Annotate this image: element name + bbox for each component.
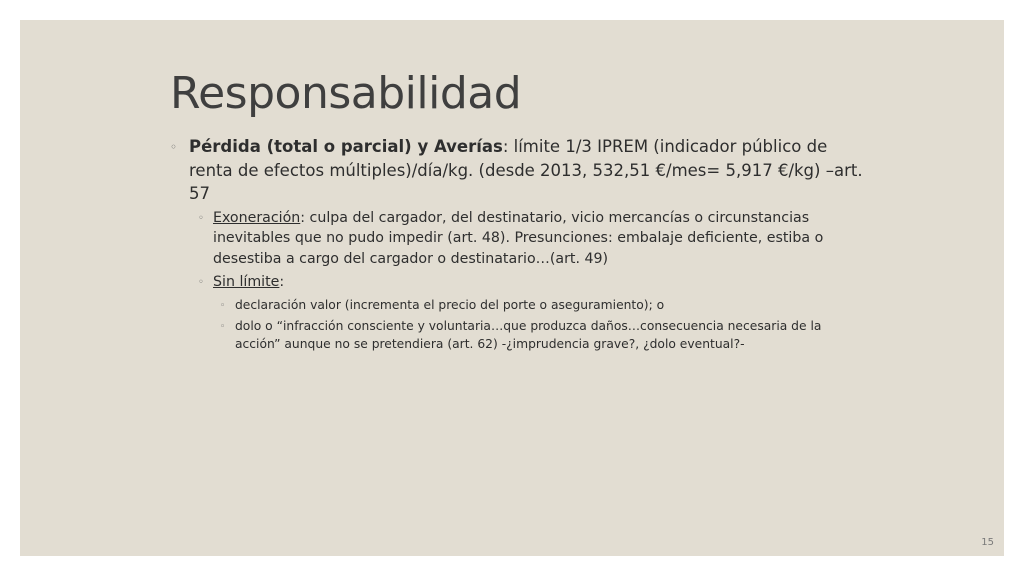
bullet-marker-icon: ◦ — [170, 140, 178, 154]
bullet-text: : culpa del cargador, del destinatario, vicio mercancías o circunstancias inevitables que no pudo impedir (art. 48). Presunciones: embalaje deficiente, estiba o desestiba a cargo del cargador o destinatario…(art. 49) — [213, 209, 824, 267]
page-number: 15 — [981, 537, 994, 548]
bullet-item-dolo — [220, 317, 870, 353]
bullet-marker-icon: ◦ — [220, 321, 226, 332]
bullet-text: declaración valor (incrementa el precio del porte o aseguramiento); o — [235, 297, 665, 312]
bullet-text: : — [279, 274, 285, 290]
bullet-item-perdida — [170, 135, 870, 206]
bullet-text: dolo o “infracción consciente y voluntaria…que produzca daños…consecuencia necesaria de la acción” aunque no se pretendiera (art. 62) -¿imprudencia grave?, ¿dolo eventual?- — [235, 318, 822, 351]
bullet-marker-icon: ◦ — [198, 212, 204, 224]
slide-title: Responsabilidad — [170, 68, 522, 119]
bullet-underlined-text: Exoneración — [213, 209, 301, 226]
bullet-item-exoneracion — [198, 208, 870, 270]
bullet-marker-icon: ◦ — [220, 300, 226, 311]
bullet-text: : límite 1/3 IPREM (indicador público de renta de efectos múltiples)/día/kg. (desde 2013, 532,51 €/mes= 5,917 €/kg) –art. 57 — [189, 137, 863, 203]
bullet-marker-icon: ◦ — [198, 277, 204, 288]
bullet-bold-text: Pérdida (total o parcial) y Averías — [189, 137, 503, 156]
bullet-item-sin-limite — [198, 272, 870, 293]
bullet-item-declaracion — [220, 296, 870, 314]
bullet-underlined-text: Sin límite — [213, 274, 280, 290]
bullet-list — [170, 135, 870, 356]
slide — [20, 20, 1004, 556]
